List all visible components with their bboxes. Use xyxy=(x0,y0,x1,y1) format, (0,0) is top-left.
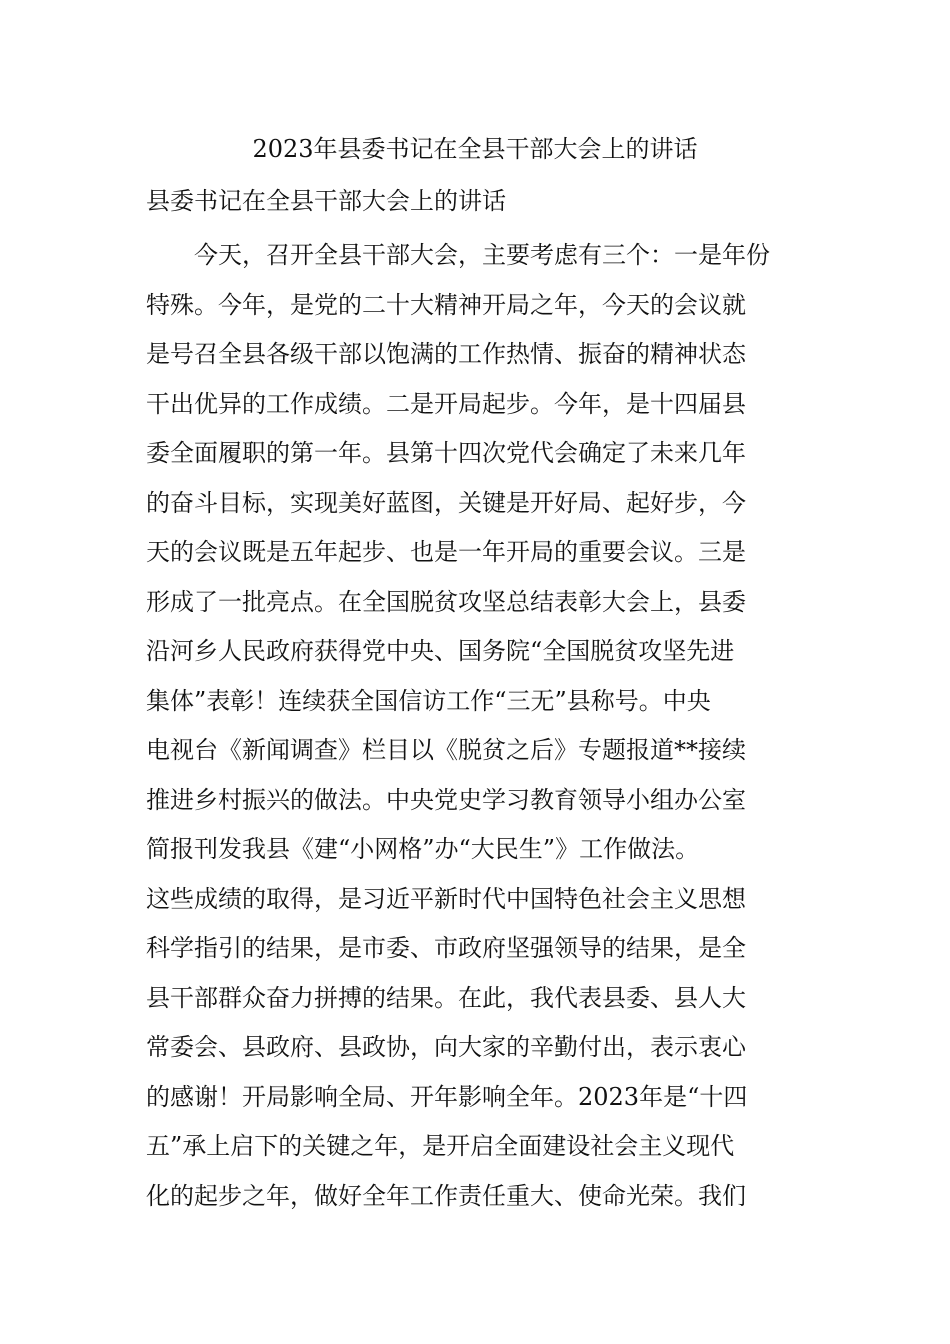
body-line: 委全面履职的第一年。县第十四次党代会确定了未来几年 xyxy=(146,439,746,467)
body-line: 形成了一批亮点。在全国脱贫攻坚总结表彰大会上，县委 xyxy=(146,587,746,616)
body-line: 今天，召开全县干部大会，主要考虑有三个：一是年份 xyxy=(146,241,770,269)
body-line: 科学指引的结果，是市委、市政府坚强领导的结果，是全 xyxy=(146,934,746,962)
body-line: 这些成绩的取得，是习近平新时代中国特色社会主义思想 xyxy=(146,884,746,913)
document-subtitle: 县委书记在全县干部大会上的讲话 xyxy=(146,187,506,215)
body-line: 是号召全县各级干部以饱满的工作热情、振奋的精神状态 xyxy=(146,340,746,368)
body-line: 推进乡村振兴的做法。中央党史学习教育领导小组办公室 xyxy=(146,785,746,814)
body-line: 沿河乡人民政府获得党中央、国务院“全国脱贫攻坚先进 xyxy=(146,637,735,665)
body-line: 特殊。今年，是党的二十大精神开局之年，今天的会议就 xyxy=(146,290,746,319)
body-line: 化的起步之年，做好全年工作责任重大、使命光荣。我们 xyxy=(146,1181,746,1210)
body-line: 的奋斗目标，实现美好蓝图，关键是开好局、起好步，今 xyxy=(146,488,746,517)
body-line: 干出优异的工作成绩。二是开局起步。今年，是十四届县 xyxy=(146,389,746,418)
body-line: 的感谢！开局影响全局、开年影响全年。2023年是“十四 xyxy=(146,1082,748,1111)
body-line: 常委会、县政府、县政协，向大家的辛勤付出，表示衷心 xyxy=(146,1033,746,1061)
body-line: 五”承上启下的关键之年，是开启全面建设社会主义现代 xyxy=(146,1132,735,1160)
document-title: 2023年县委书记在全县干部大会上的讲话 xyxy=(252,135,698,163)
body-line: 集体”表彰！连续获全国信访工作“三无”县称号。中央 xyxy=(146,686,711,715)
body-line: 天的会议既是五年起步、也是一年开局的重要会议。三是 xyxy=(146,538,746,566)
body-line: 简报刊发我县《建“小网格”办“大民生”》工作做法。 xyxy=(146,835,700,863)
body-line: 电视台《新闻调查》栏目以《脱贫之后》专题报道**接续 xyxy=(146,736,746,764)
body-line: 县干部群众奋力拼搏的结果。在此，我代表县委、县人大 xyxy=(146,983,746,1012)
document-body xyxy=(146,231,826,1221)
